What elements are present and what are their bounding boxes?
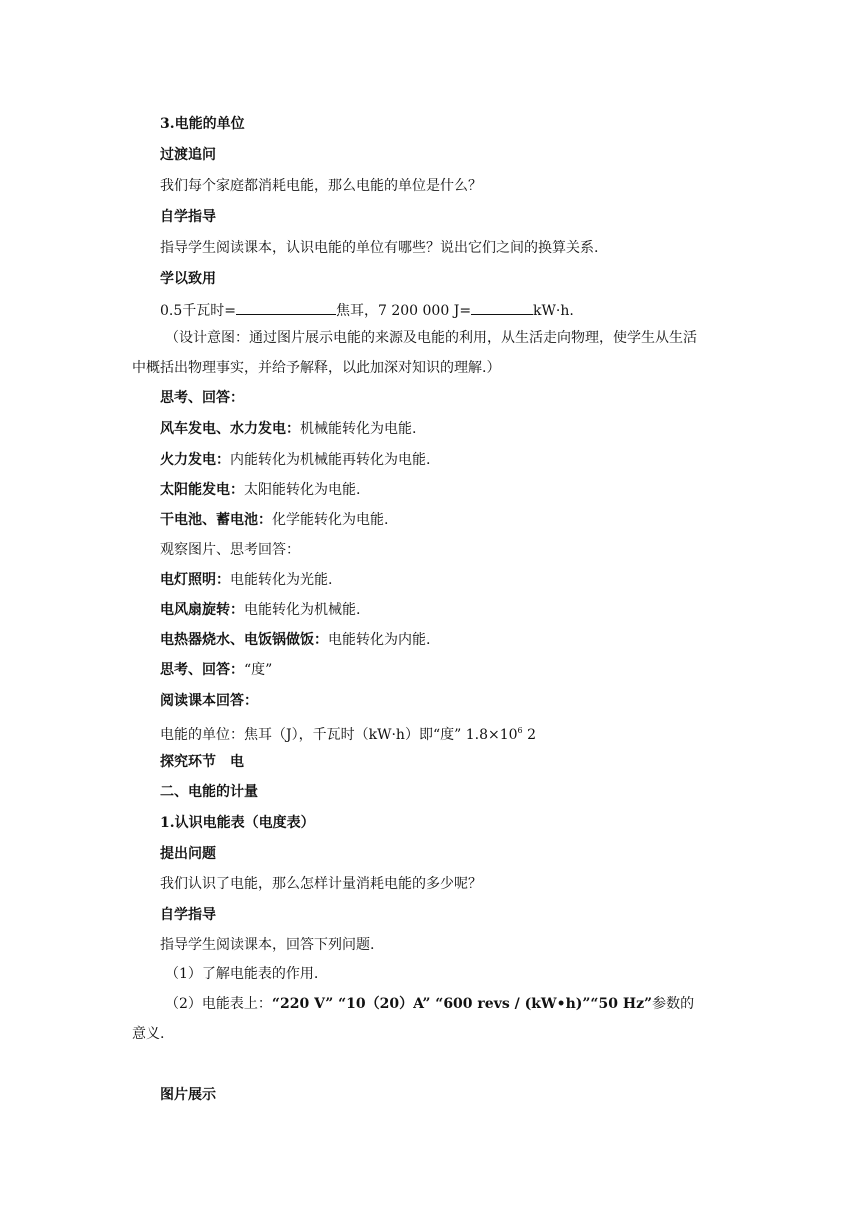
subheading-apply: 学以致用 — [160, 271, 216, 287]
list-item-2-continuation: 意义. — [132, 1026, 165, 1042]
section-heading-meter: 1.认识电能表（电度表） — [160, 815, 315, 831]
unit-answer-line: 电能的单位：焦耳（J），千瓦时（kW·h）即“度” $1.8\times 10^6$ 2 — [160, 726, 536, 743]
subheading-self-study-2: 自学指导 — [160, 907, 216, 923]
energy-source-item: 干电池、蓄电池：化学能转化为电能. — [160, 512, 389, 528]
energy-use-item: 电风扇旋转：电能转化为机械能. — [160, 602, 361, 618]
energy-use-item: 电热器烧水、电饭锅做饭：电能转化为内能. — [160, 632, 431, 648]
subheading-think-answer: 思考、回答： — [160, 390, 244, 406]
exercise-text: kW·h. — [533, 303, 574, 319]
paragraph: 观察图片、思考回答： — [160, 542, 300, 558]
exercise-line — [160, 300, 740, 320]
answer-line: 思考、回答：“度” — [160, 662, 273, 678]
exercise-text: 焦耳，7 200 000 J= — [336, 303, 472, 319]
energy-source-item: 火力发电：内能转化为机械能再转化为电能. — [160, 452, 431, 468]
subheading-question: 提出问题 — [160, 846, 216, 862]
subheading-read-answer: 阅读课本回答： — [160, 693, 258, 709]
paragraph: 我们每个家庭都消耗电能，那么电能的单位是什么？ — [160, 178, 482, 194]
paragraph: 我们认识了电能，那么怎样计量消耗电能的多少呢？ — [160, 876, 482, 892]
paragraph: 指导学生阅读课本，认识电能的单位有哪些？说出它们之间的换算关系. — [160, 240, 599, 256]
energy-source-item: 风车发电、水力发电：机械能转化为电能. — [160, 421, 417, 437]
answer-blank — [471, 300, 533, 315]
section-heading-unit: 3.电能的单位 — [160, 116, 245, 132]
list-item-2: （2）电能表上：“220 V” “10（20）A” “600 revs / (kW•h)”“50 Hz”参数的 — [165, 996, 695, 1012]
list-item-1: （1）了解电能表的作用. — [165, 966, 319, 982]
energy-use-item: 电灯照明：电能转化为光能. — [160, 572, 333, 588]
design-note-line-1: （设计意图：通过图片展示电能的来源及电能的利用，从生活走向物理，使学生从生活 — [165, 330, 697, 346]
exercise-text: 0.5千瓦时= — [160, 303, 236, 319]
subheading-explore: 探究环节 电 — [160, 754, 244, 770]
section-heading-metering: 二、电能的计量 — [160, 784, 258, 800]
subheading-picture: 图片展示 — [160, 1087, 216, 1103]
answer-blank — [236, 300, 336, 315]
subheading-transition: 过渡追问 — [160, 147, 216, 163]
subheading-self-study: 自学指导 — [160, 209, 216, 225]
paragraph: 指导学生阅读课本，回答下列问题. — [160, 937, 375, 953]
energy-source-item: 太阳能发电：太阳能转化为电能. — [160, 482, 361, 498]
design-note-line-2: 中概括出物理事实，并给予解释，以此加深对知识的理解.） — [132, 360, 501, 376]
